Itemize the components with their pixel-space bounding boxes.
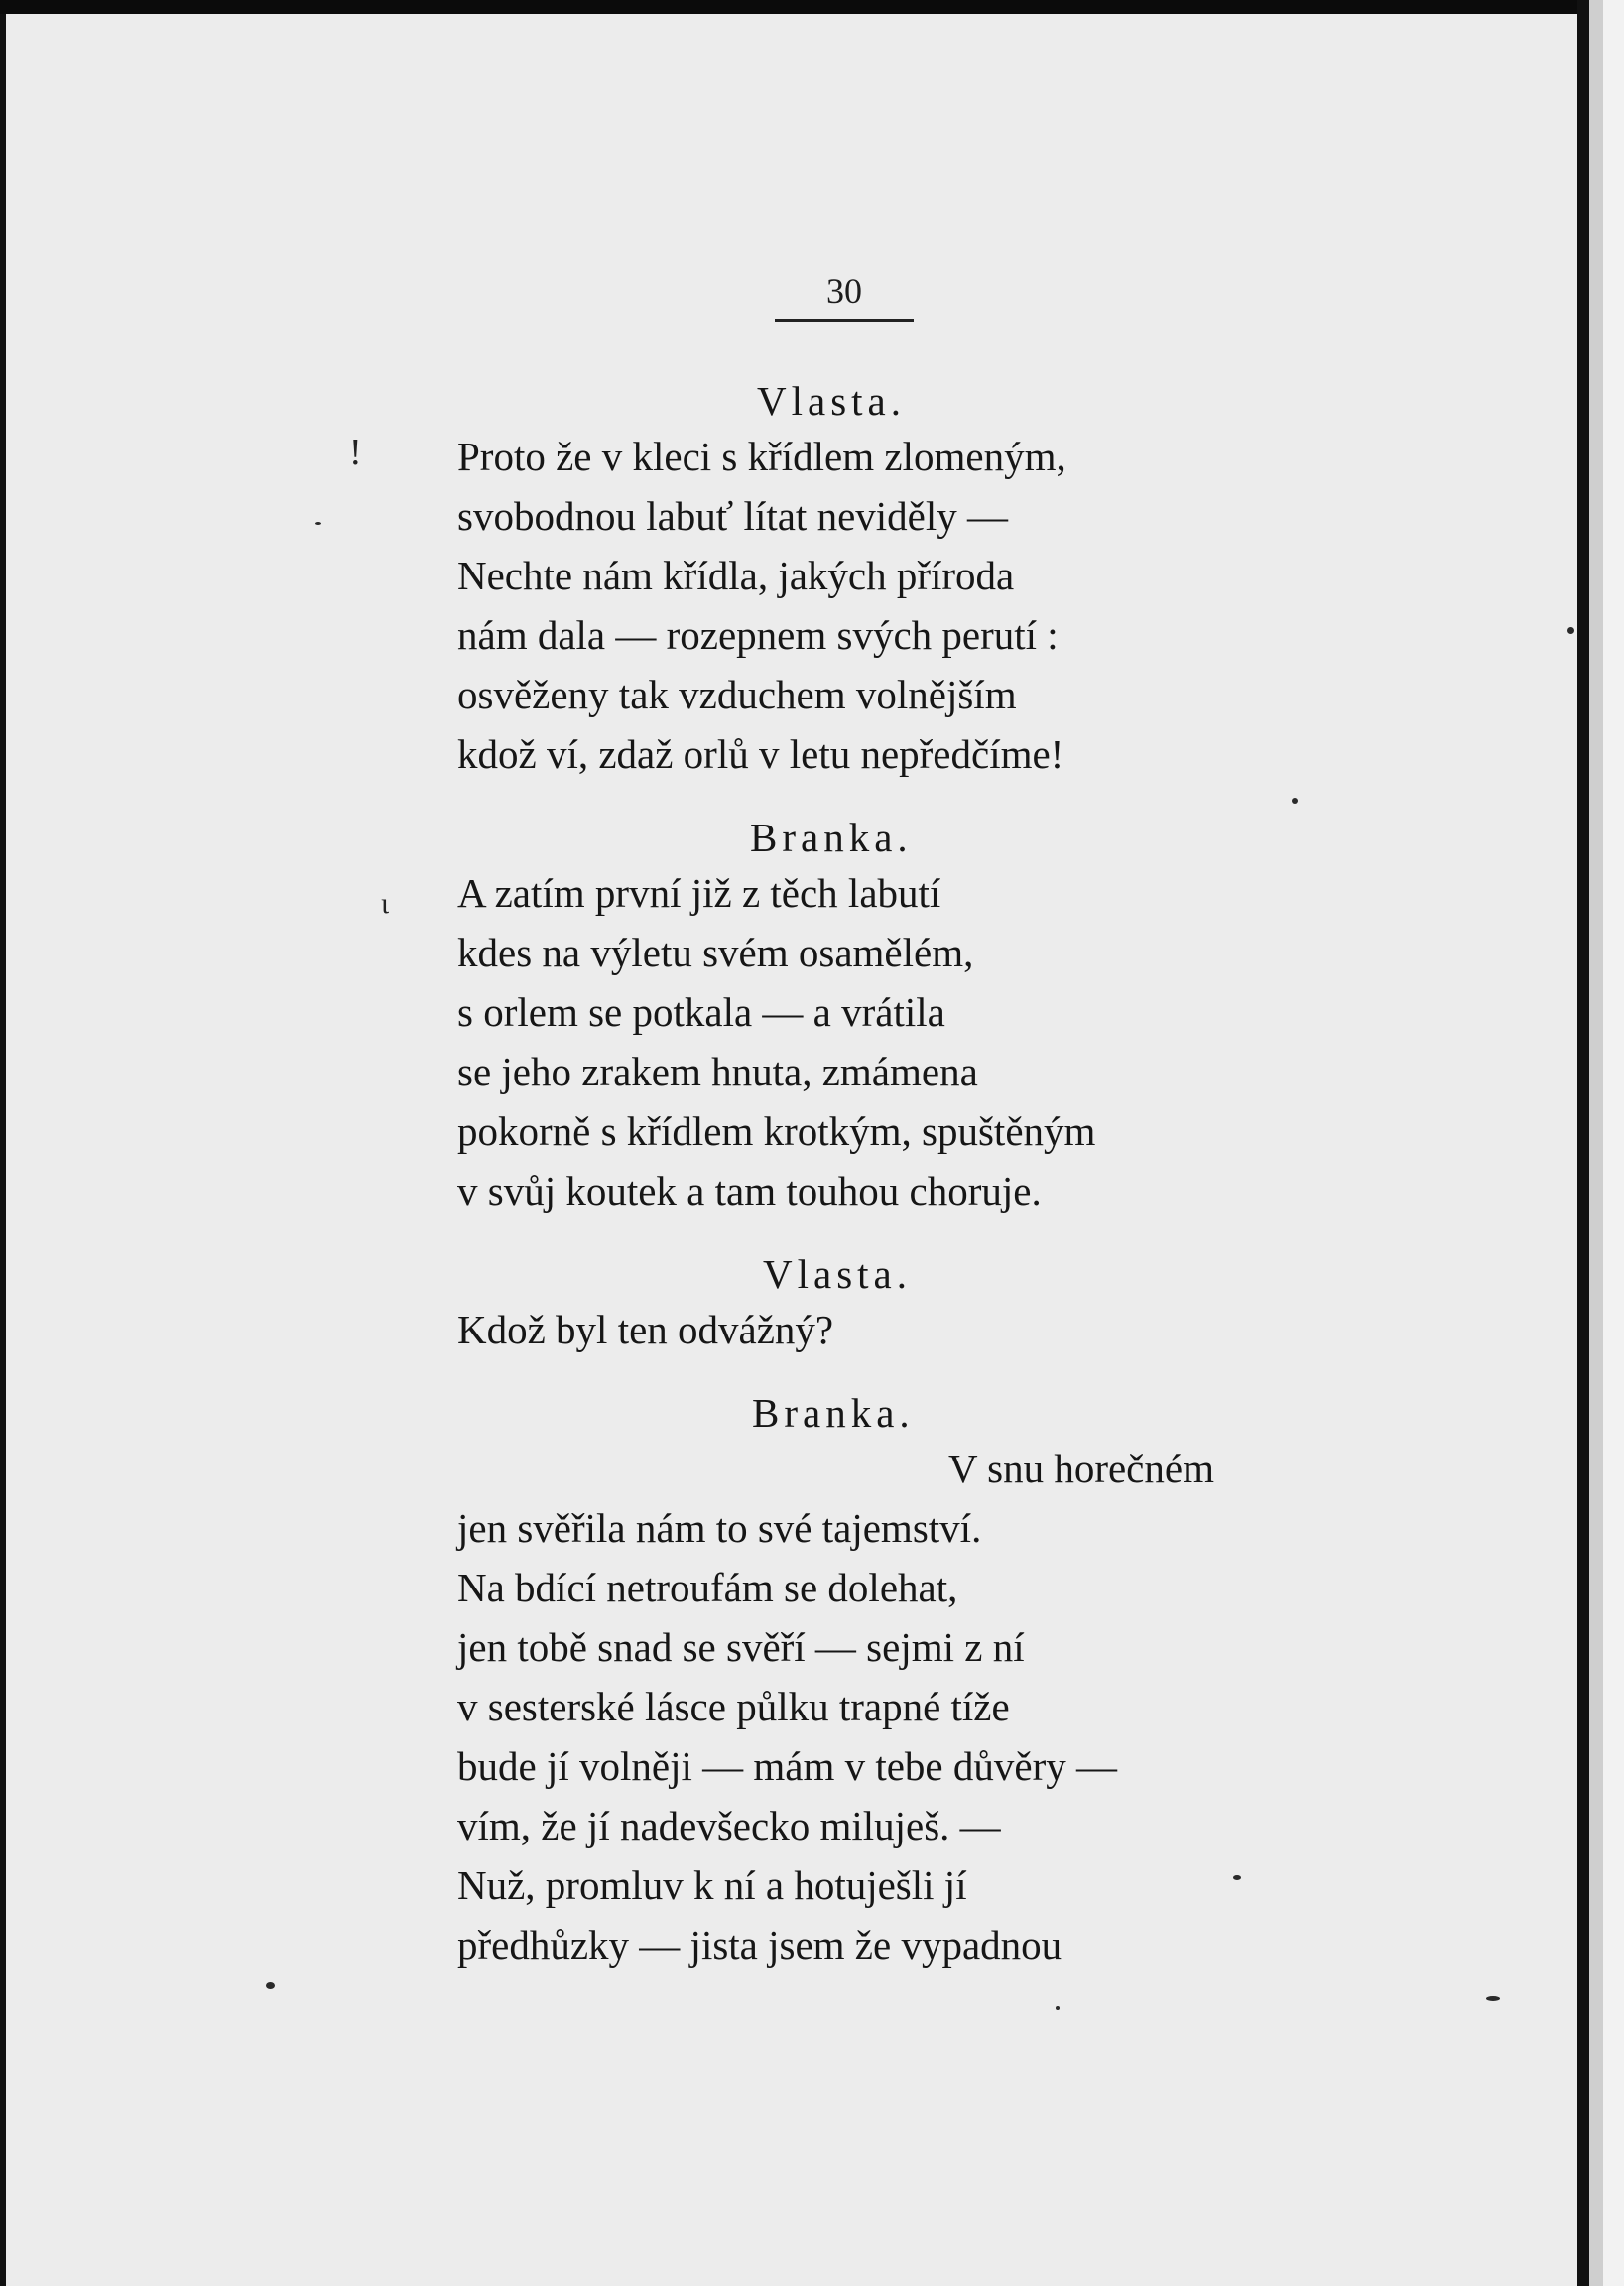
verse-line: osvěženy tak vzduchem volnějším [457, 672, 1017, 717]
scan-speck [1292, 798, 1298, 804]
verse-line: pokorně s křídlem krotkým, spuštěným [457, 1108, 1096, 1154]
page-number: 30 [826, 271, 862, 311]
scan-speck [1567, 627, 1574, 634]
verse-line: kdes na výletu svém osamělém, [457, 930, 974, 975]
page-edge [1577, 0, 1624, 2286]
scan-speck [1233, 1875, 1241, 1880]
verse-line: s orlem se potkala — a vrátila [457, 989, 945, 1035]
verse-line: A zatím první již z těch labutí [457, 870, 941, 916]
verse-line: kdož ví, zdaž orlů v letu nepředčíme! [457, 731, 1064, 777]
verse-line: se jeho zrakem hnuta, zmámena [457, 1049, 978, 1094]
verse-line: předhůzky — jista jsem že vypadnou [457, 1922, 1062, 1968]
verse-line: Nuž, promluv k ní a hotuješli jí [457, 1862, 967, 1908]
speaker-heading: Branka. [752, 1390, 915, 1436]
scan-speck [1486, 1996, 1500, 2001]
speaker-heading: Vlasta. [757, 378, 906, 424]
verse-line: nám dala — rozepnem svých perutí : [457, 612, 1059, 658]
speaker-heading: Branka. [750, 815, 913, 860]
page-number-rule [775, 319, 914, 322]
scan-speck [266, 1982, 275, 1989]
verse-line: Nechte nám křídla, jakých příroda [457, 553, 1015, 598]
verse-line: Kdož byl ten odvážný? [457, 1307, 834, 1352]
verse-line: vím, že jí nadevšecko miluješ. — [457, 1803, 1001, 1848]
verse-line: bude jí volněji — mám v tebe důvěry — [457, 1743, 1117, 1789]
verse-line: v svůj koutek a tam touhou choruje. [457, 1168, 1042, 1213]
book-page [0, 14, 1577, 2286]
verse-line: jen svěřila nám to své tajemství. [457, 1505, 982, 1551]
verse-line: v sesterské lásce půlku trapné tíže [457, 1684, 1010, 1729]
speaker-heading: Vlasta. [763, 1251, 912, 1297]
verse-line: Proto že v kleci s křídlem zlomeným, [457, 434, 1066, 479]
verse-line: V snu horečném [948, 1446, 1214, 1491]
margin-mark: ! [349, 432, 362, 473]
margin-mark: ι [381, 887, 390, 920]
verse-line: Na bdící netroufám se dolehat, [457, 1565, 958, 1610]
verse-line: svobodnou labuť lítat neviděly — [457, 493, 1009, 539]
verse-line: jen tobě snad se svěří — sejmi z ní [457, 1624, 1025, 1670]
scan-speck [315, 522, 321, 525]
scan-speck [1056, 2006, 1060, 2010]
